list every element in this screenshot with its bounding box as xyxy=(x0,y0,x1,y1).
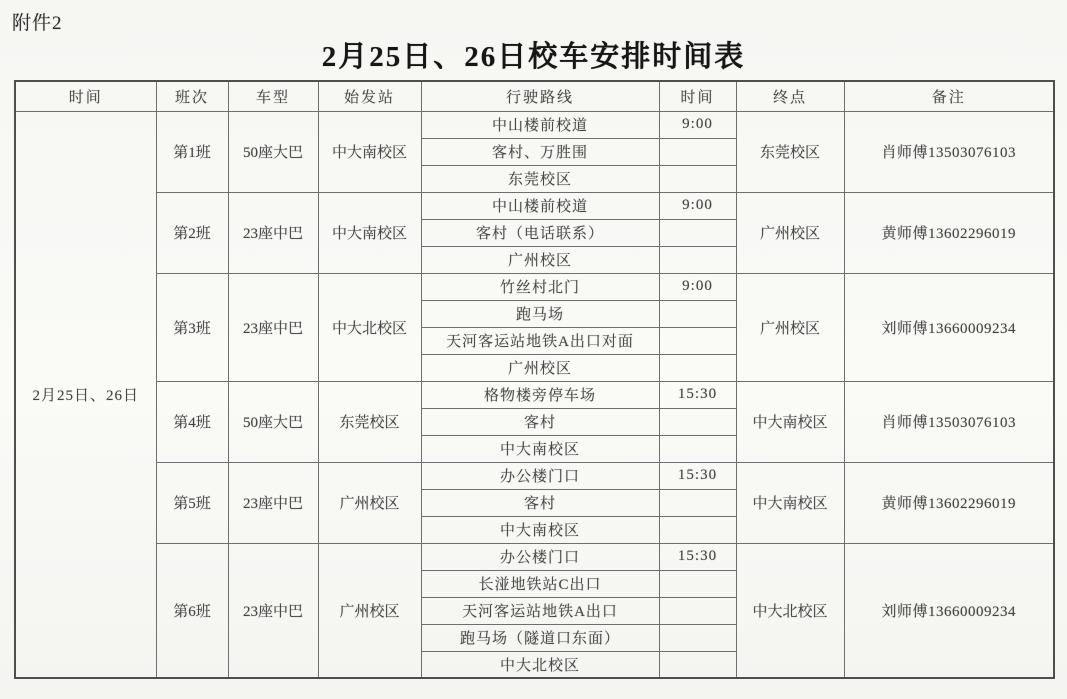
stop-cell: 天河客运站地铁A出口 xyxy=(421,597,659,624)
stop-cell: 广州校区 xyxy=(421,354,659,381)
vehicle-cell: 50座大巴 xyxy=(228,111,318,192)
header-origin: 始发站 xyxy=(318,81,421,111)
time-cell: 15:30 xyxy=(659,381,736,408)
stop-cell: 天河客运站地铁A出口对面 xyxy=(421,327,659,354)
stop-cell: 跑马场（隧道口东面） xyxy=(421,624,659,651)
origin-cell: 中大南校区 xyxy=(318,111,421,192)
stop-cell: 客村（电话联系） xyxy=(421,219,659,246)
origin-cell: 广州校区 xyxy=(318,543,421,678)
page-title: 2月25日、26日校车安排时间表 xyxy=(321,41,746,73)
time-cell xyxy=(659,219,736,246)
attachment-label: 附件2 xyxy=(12,13,63,34)
stop-cell: 客村 xyxy=(421,489,659,516)
destination-cell: 广州校区 xyxy=(736,192,844,273)
time-cell xyxy=(659,570,736,597)
header-remark: 备注 xyxy=(844,81,1054,111)
stop-cell: 办公楼门口 xyxy=(421,462,659,489)
destination-cell: 中大南校区 xyxy=(736,381,844,462)
stop-cell: 竹丝村北门 xyxy=(421,273,659,300)
origin-cell: 东莞校区 xyxy=(318,381,421,462)
stop-cell: 跑马场 xyxy=(421,300,659,327)
vehicle-cell: 23座中巴 xyxy=(228,543,318,678)
time-cell xyxy=(659,408,736,435)
stop-cell: 中山楼前校道 xyxy=(421,192,659,219)
remark-cell: 刘师傅13660009234 xyxy=(844,543,1054,678)
time-cell: 15:30 xyxy=(659,543,736,570)
shift-cell: 第2班 xyxy=(156,192,228,273)
stop-cell: 中山楼前校道 xyxy=(421,111,659,138)
bus-timetable xyxy=(14,80,1055,679)
stop-cell: 办公楼门口 xyxy=(421,543,659,570)
time-cell xyxy=(659,138,736,165)
shift-cell: 第6班 xyxy=(156,543,228,678)
shift-cell: 第3班 xyxy=(156,273,228,381)
stop-cell: 中大南校区 xyxy=(421,516,659,543)
stop-cell: 客村 xyxy=(421,408,659,435)
origin-cell: 中大北校区 xyxy=(318,273,421,381)
vehicle-cell: 23座中巴 xyxy=(228,273,318,381)
time-cell xyxy=(659,354,736,381)
time-cell xyxy=(659,165,736,192)
shift-cell: 第1班 xyxy=(156,111,228,192)
stop-cell: 中大北校区 xyxy=(421,651,659,678)
stop-cell: 长湴地铁站C出口 xyxy=(421,570,659,597)
date-cell: 2月25日、26日 xyxy=(15,111,156,678)
stop-cell: 格物楼旁停车场 xyxy=(421,381,659,408)
header-time: 时间 xyxy=(15,81,156,111)
origin-cell: 中大南校区 xyxy=(318,192,421,273)
time-cell: 9:00 xyxy=(659,111,736,138)
shift-cell: 第5班 xyxy=(156,462,228,543)
time-cell xyxy=(659,597,736,624)
remark-cell: 黄师傅13602296019 xyxy=(844,462,1054,543)
destination-cell: 中大北校区 xyxy=(736,543,844,678)
time-cell xyxy=(659,489,736,516)
origin-cell: 广州校区 xyxy=(318,462,421,543)
remark-cell: 肖师傅13503076103 xyxy=(844,381,1054,462)
vehicle-cell: 50座大巴 xyxy=(228,381,318,462)
time-cell xyxy=(659,246,736,273)
header-vehicle: 车型 xyxy=(228,81,318,111)
stop-cell: 东莞校区 xyxy=(421,165,659,192)
time-cell: 9:00 xyxy=(659,273,736,300)
stop-cell: 广州校区 xyxy=(421,246,659,273)
stop-cell: 客村、万胜围 xyxy=(421,138,659,165)
remark-cell: 黄师傅13602296019 xyxy=(844,192,1054,273)
shift-cell: 第4班 xyxy=(156,381,228,462)
header-time2: 时间 xyxy=(659,81,736,111)
time-cell xyxy=(659,435,736,462)
time-cell xyxy=(659,300,736,327)
time-cell xyxy=(659,624,736,651)
vehicle-cell: 23座中巴 xyxy=(228,192,318,273)
header-shift: 班次 xyxy=(156,81,228,111)
destination-cell: 广州校区 xyxy=(736,273,844,381)
time-cell xyxy=(659,516,736,543)
header-route: 行驶路线 xyxy=(421,81,659,111)
destination-cell: 中大南校区 xyxy=(736,462,844,543)
remark-cell: 肖师傅13503076103 xyxy=(844,111,1054,192)
destination-cell: 东莞校区 xyxy=(736,111,844,192)
remark-cell: 刘师傅13660009234 xyxy=(844,273,1054,381)
time-cell xyxy=(659,327,736,354)
time-cell: 15:30 xyxy=(659,462,736,489)
time-cell xyxy=(659,651,736,678)
time-cell: 9:00 xyxy=(659,192,736,219)
header-destination: 终点 xyxy=(736,81,844,111)
vehicle-cell: 23座中巴 xyxy=(228,462,318,543)
stop-cell: 中大南校区 xyxy=(421,435,659,462)
